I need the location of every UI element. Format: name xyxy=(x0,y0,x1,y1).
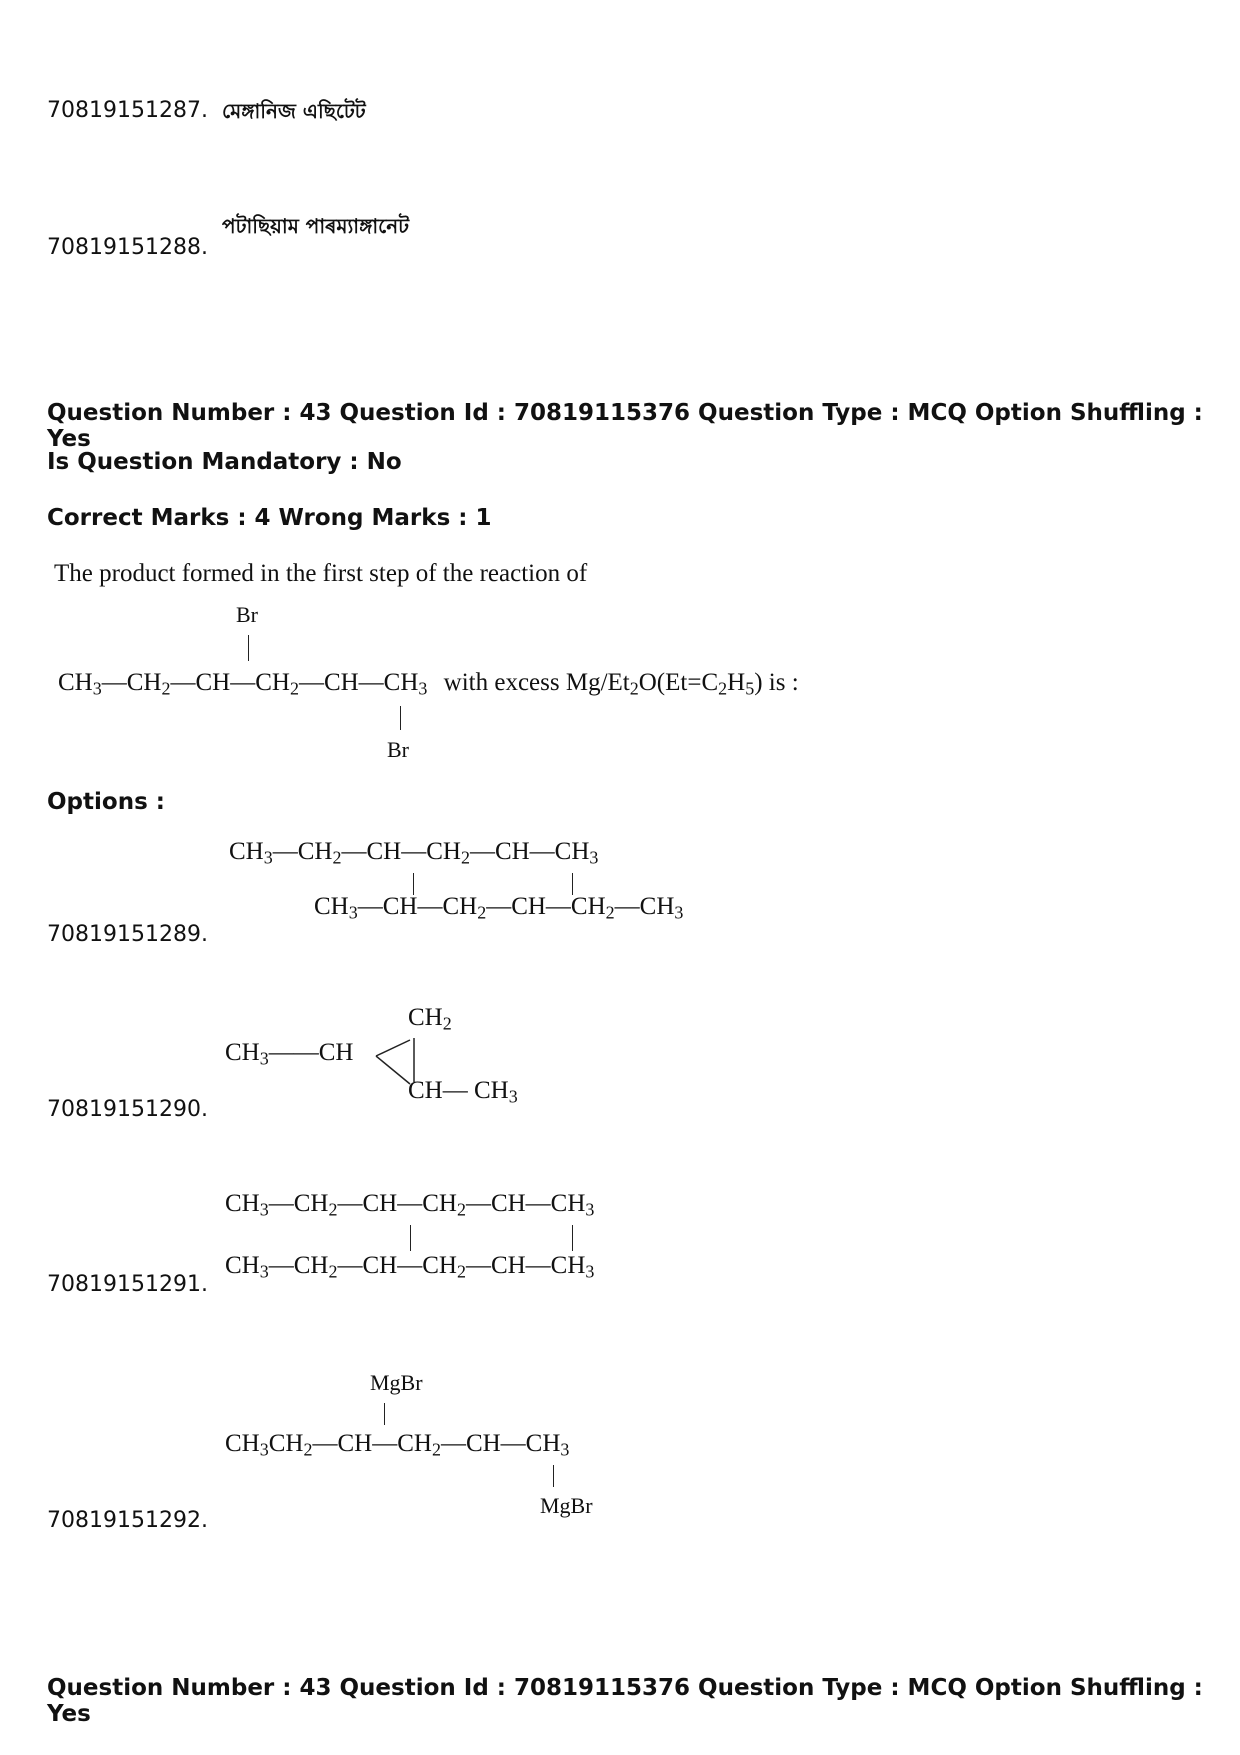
option-id-70819151291: 70819151291. xyxy=(47,1272,208,1297)
option4-chain: $CH_3CH_2—CH—CH_2—CH—CH_3$ xyxy=(225,1430,570,1460)
option-id-70819151287: 70819151287. xyxy=(47,98,208,123)
next-question-header: Question Number : 43 Question Id : 70819115376 Question Type : MCQ Option Shuffling : Yes xyxy=(47,1675,1203,1727)
option-id-70819151289: 70819151289. xyxy=(47,922,208,947)
question-mandatory: Is Question Mandatory : No xyxy=(47,449,402,475)
reactant-br-bottom: Br xyxy=(387,737,409,762)
question-stem: The product formed in the first step of the reaction of xyxy=(54,560,588,587)
bond-line xyxy=(400,706,401,730)
option-id-70819151288: 70819151288. xyxy=(47,235,208,260)
option4-bottom: MgBr xyxy=(540,1493,593,1518)
option1-line1: $CH_3—CH_2—CH—CH_2—CH—CH_3$ xyxy=(229,838,599,868)
options-label: Options : xyxy=(47,789,165,815)
option4-top: MgBr xyxy=(370,1370,423,1395)
bond-line xyxy=(410,1225,411,1251)
bond-line xyxy=(413,873,414,895)
option2-bottom: CH— $CH_3$ xyxy=(408,1077,518,1107)
reactant-chain: $CH_3—CH_2—CH—CH_2—CH—CH_3$ with excess $Mg/Et_2O(Et=C_2H_5)$ is : xyxy=(58,669,799,699)
bond-line xyxy=(553,1465,554,1487)
bond-line xyxy=(384,1403,385,1425)
question-header: Question Number : 43 Question Id : 70819115376 Question Type : MCQ Option Shuffling : Yes xyxy=(47,400,1203,452)
option-text-potassium-permanganate: পটাছিয়াম পাৰম্যাঙ্গানেট xyxy=(222,214,410,238)
option-id-70819151290: 70819151290. xyxy=(47,1097,208,1122)
option2-top: $CH_2$ xyxy=(408,1004,452,1034)
option3-line1: $CH_3—CH_2—CH—CH_2—CH—CH_3$ xyxy=(225,1190,595,1220)
option3-line2: $CH_3—CH_2—CH—CH_2—CH—CH_3$ xyxy=(225,1252,595,1282)
bond-line xyxy=(572,873,573,895)
option-text-manganese-acetate: মেঙ্গানিজ এছিটেট xyxy=(222,99,366,123)
bond-line xyxy=(572,1225,573,1251)
bond-line xyxy=(248,635,249,661)
option1-line2: $CH_3—CH—CH_2—CH—CH_2—CH_3$ xyxy=(314,893,684,923)
question-marks: Correct Marks : 4 Wrong Marks : 1 xyxy=(47,505,492,531)
option2-left: $CH_3——CH$ xyxy=(225,1039,354,1069)
reactant-br-top: Br xyxy=(236,602,258,627)
option-id-70819151292: 70819151292. xyxy=(47,1508,208,1533)
